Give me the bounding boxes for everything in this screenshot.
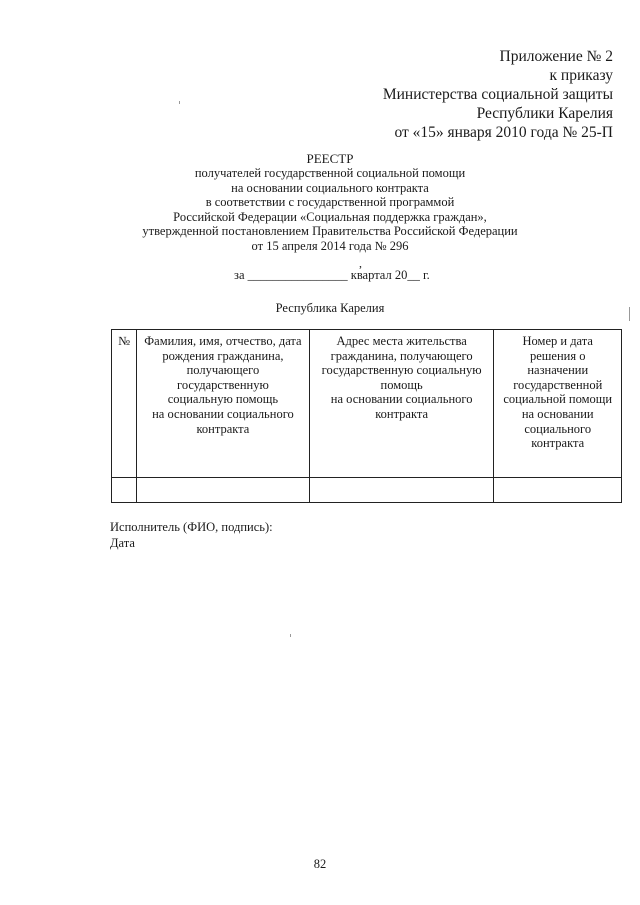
- title-line: Российской Федерации «Социальная поддержка граждан»,: [173, 209, 487, 224]
- table-cell: [494, 478, 622, 503]
- table-cell: [137, 478, 310, 503]
- document-title: [140, 151, 520, 254]
- header-line: контракта: [531, 436, 585, 451]
- title-line: на основании социального контракта: [231, 180, 429, 195]
- header-line: получающего: [186, 363, 260, 378]
- period-suffix: квартал 20__ г.: [350, 268, 430, 282]
- table-row: [112, 478, 622, 503]
- appendix-line: к приказу: [549, 67, 613, 84]
- header-line: Адрес места жительства: [336, 334, 467, 348]
- header-decision: [494, 330, 622, 478]
- header-line: гражданина, получающего: [330, 348, 473, 363]
- title-heading: РЕЕСТР: [306, 151, 354, 166]
- appendix-line: Республики Карелия: [476, 105, 613, 122]
- region-name: Республика Карелия: [275, 301, 385, 315]
- period-line: [234, 268, 430, 283]
- page-number: 82: [313, 857, 327, 871]
- header-line: рождения гражданина,: [162, 348, 284, 363]
- period-blank: ________________: [247, 268, 348, 282]
- header-line: контракта: [375, 406, 429, 421]
- signature-block: [110, 519, 273, 551]
- title-line: от 15 апреля 2014 года № 296: [251, 238, 409, 253]
- date-label: Дата: [110, 536, 135, 550]
- title-line: в соответствии с государственной программой: [205, 195, 455, 210]
- appendix-line: Министерства социальной защиты: [382, 86, 613, 103]
- header-line: №: [118, 334, 131, 348]
- header-line: на основании социального: [152, 406, 294, 421]
- header-line: назначении: [527, 363, 589, 378]
- scan-speck: [179, 101, 180, 104]
- period-prefix: за: [234, 268, 245, 282]
- header-line: социальную помощь: [167, 392, 279, 407]
- header-line: государственной: [513, 377, 603, 392]
- scan-speck: [290, 634, 291, 637]
- executor-label: Исполнитель (ФИО, подпись):: [110, 520, 273, 534]
- appendix-line: Приложение № 2: [499, 48, 613, 65]
- registry-table: [111, 329, 622, 503]
- header-line: государственную социальную: [321, 363, 482, 378]
- header-number: [112, 330, 137, 478]
- table-cell: [309, 478, 494, 503]
- header-line: Номер и дата: [522, 334, 593, 348]
- header-line: социальной помощи: [503, 392, 613, 407]
- header-line: контракта: [196, 421, 250, 436]
- header-line: на основании социального: [330, 392, 473, 407]
- header-line: Фамилия, имя, отчество, дата: [144, 334, 302, 348]
- appendix-line: от «15» января 2010 года № 25-П: [394, 124, 613, 141]
- header-line: помощь: [380, 377, 423, 392]
- title-line: получателей государственной социальной помощи: [194, 166, 466, 180]
- table-cell: [112, 478, 137, 503]
- header-line: на основании: [521, 406, 594, 421]
- header-full-name: [137, 330, 310, 478]
- header-line: решения о: [530, 348, 586, 363]
- header-line: государственную: [177, 377, 269, 392]
- table-header-row: [112, 330, 622, 478]
- stray-comma: ,: [359, 256, 362, 270]
- appendix-header: [383, 47, 613, 142]
- scan-speck: [629, 307, 630, 321]
- header-address: [309, 330, 494, 478]
- title-line: утвержденной постановлением Правительства Российской Федерации: [142, 224, 518, 239]
- header-line: социального: [524, 421, 592, 436]
